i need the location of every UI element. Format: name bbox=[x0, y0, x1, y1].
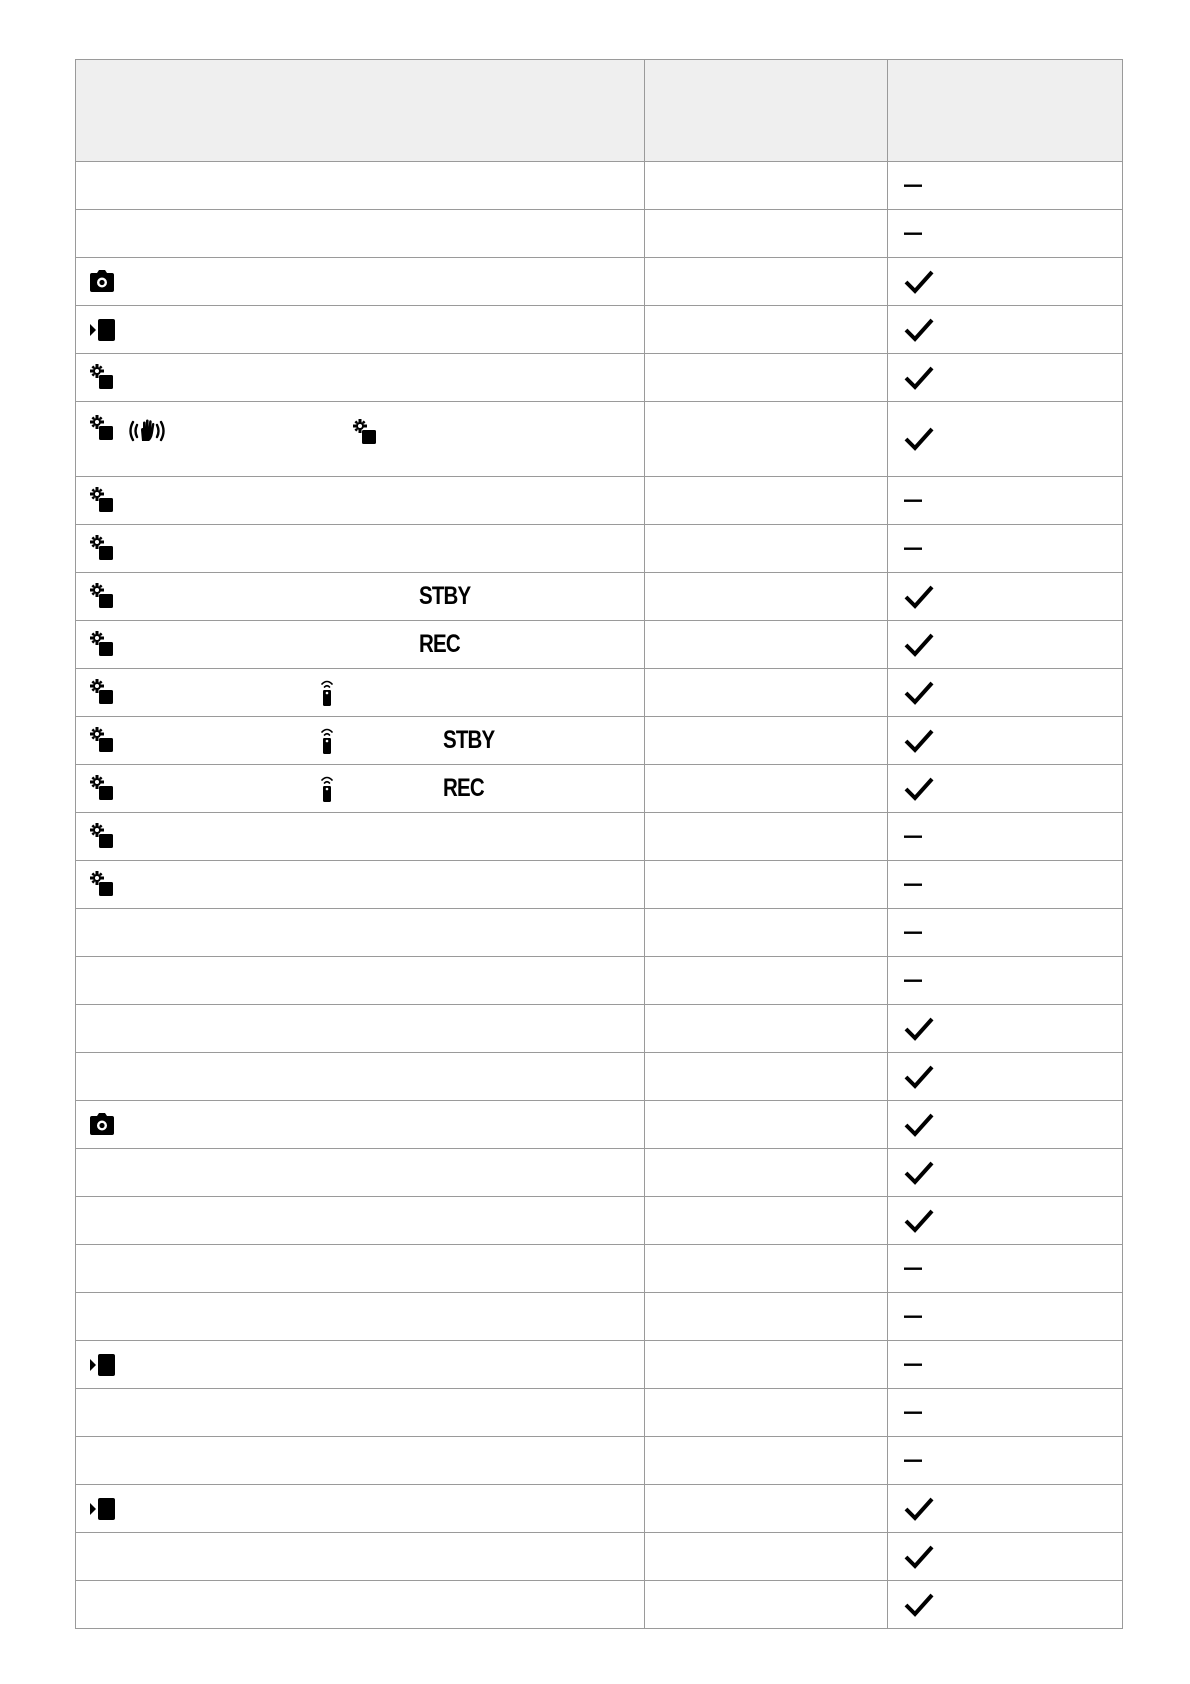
row-item-cell bbox=[76, 1101, 645, 1149]
table-row bbox=[76, 573, 1123, 621]
row-support-cell bbox=[888, 813, 1123, 861]
custom-camera-icon bbox=[90, 871, 114, 897]
checkmark-icon bbox=[904, 426, 934, 452]
row-support-cell bbox=[888, 1245, 1123, 1293]
table-row bbox=[76, 861, 1123, 909]
row-item-cell bbox=[76, 717, 645, 765]
table-row bbox=[76, 210, 1123, 258]
steadyshot-icon bbox=[127, 419, 167, 443]
row-support-cell bbox=[888, 1341, 1123, 1389]
table-row bbox=[76, 306, 1123, 354]
table-row bbox=[76, 1005, 1123, 1053]
row-value-cell bbox=[645, 162, 888, 210]
table-row bbox=[76, 1101, 1123, 1149]
row-support-cell bbox=[888, 1533, 1123, 1581]
custom-camera-icon bbox=[90, 487, 114, 513]
row-item-cell bbox=[76, 1581, 645, 1629]
status-label: REC bbox=[443, 773, 484, 802]
table-row bbox=[76, 1341, 1123, 1389]
custom-camera-icon bbox=[90, 535, 114, 561]
custom-camera-icon bbox=[353, 419, 377, 445]
row-value-cell bbox=[645, 1101, 888, 1149]
dash-icon bbox=[904, 1314, 924, 1320]
table-row bbox=[76, 525, 1123, 573]
row-support-cell bbox=[888, 1389, 1123, 1437]
row-value-cell bbox=[645, 621, 888, 669]
row-value-cell bbox=[645, 306, 888, 354]
row-item-cell bbox=[76, 258, 645, 306]
dash-icon bbox=[904, 183, 924, 189]
header-cell-3 bbox=[888, 60, 1123, 162]
table-row bbox=[76, 1581, 1123, 1629]
row-item-cell bbox=[76, 525, 645, 573]
row-item-cell bbox=[76, 669, 645, 717]
row-value-cell bbox=[645, 1293, 888, 1341]
dash-icon bbox=[904, 546, 924, 552]
custom-camera-icon bbox=[90, 679, 114, 705]
table-row bbox=[76, 1437, 1123, 1485]
row-value-cell bbox=[645, 1053, 888, 1101]
row-support-cell bbox=[888, 1053, 1123, 1101]
table-row bbox=[76, 1053, 1123, 1101]
row-value-cell bbox=[645, 1485, 888, 1533]
checkmark-icon bbox=[904, 584, 934, 610]
checkmark-icon bbox=[904, 317, 934, 343]
table-row bbox=[76, 621, 1123, 669]
row-value-cell bbox=[645, 1341, 888, 1389]
row-support-cell bbox=[888, 1293, 1123, 1341]
row-support-cell bbox=[888, 861, 1123, 909]
row-value-cell bbox=[645, 1437, 888, 1485]
row-value-cell bbox=[645, 765, 888, 813]
checkmark-icon bbox=[904, 1592, 934, 1618]
row-value-cell bbox=[645, 1149, 888, 1197]
row-item-cell bbox=[76, 813, 645, 861]
row-support-cell bbox=[888, 1437, 1123, 1485]
row-support-cell bbox=[888, 957, 1123, 1005]
row-value-cell bbox=[645, 1245, 888, 1293]
row-item-cell bbox=[76, 1533, 645, 1581]
camera-icon bbox=[90, 270, 114, 292]
dash-icon bbox=[904, 1362, 924, 1368]
dash-icon bbox=[904, 498, 924, 504]
row-value-cell bbox=[645, 477, 888, 525]
row-support-cell bbox=[888, 1149, 1123, 1197]
table-header-row bbox=[76, 60, 1123, 162]
table-row bbox=[76, 669, 1123, 717]
checkmark-icon bbox=[904, 1544, 934, 1570]
row-value-cell bbox=[645, 813, 888, 861]
dash-icon bbox=[904, 882, 924, 888]
remote-icon bbox=[318, 775, 336, 803]
table-row bbox=[76, 813, 1123, 861]
checkmark-icon bbox=[904, 680, 934, 706]
dash-icon bbox=[904, 1458, 924, 1464]
row-support-cell bbox=[888, 717, 1123, 765]
checkmark-icon bbox=[904, 1064, 934, 1090]
checkmark-icon bbox=[904, 632, 934, 658]
checkmark-icon bbox=[904, 728, 934, 754]
row-support-cell bbox=[888, 258, 1123, 306]
custom-camera-icon bbox=[90, 364, 114, 390]
row-item-cell bbox=[76, 1197, 645, 1245]
table-row bbox=[76, 258, 1123, 306]
row-support-cell bbox=[888, 909, 1123, 957]
row-item-cell bbox=[76, 1053, 645, 1101]
row-support-cell bbox=[888, 477, 1123, 525]
table-body bbox=[76, 162, 1123, 1629]
row-item-cell bbox=[76, 573, 645, 621]
custom-camera-icon bbox=[90, 727, 114, 753]
row-support-cell bbox=[888, 162, 1123, 210]
header-cell-1 bbox=[76, 60, 645, 162]
table-row bbox=[76, 1245, 1123, 1293]
table-row bbox=[76, 1149, 1123, 1197]
table-row bbox=[76, 477, 1123, 525]
row-support-cell bbox=[888, 354, 1123, 402]
row-item-cell bbox=[76, 354, 645, 402]
movie-icon bbox=[90, 1497, 116, 1521]
row-item-cell bbox=[76, 861, 645, 909]
checkmark-icon bbox=[904, 1160, 934, 1186]
row-item-cell bbox=[76, 909, 645, 957]
dash-icon bbox=[904, 834, 924, 840]
row-value-cell bbox=[645, 909, 888, 957]
table-row bbox=[76, 1293, 1123, 1341]
status-label: STBY bbox=[419, 581, 471, 610]
dash-icon bbox=[904, 978, 924, 984]
row-item-cell bbox=[76, 1245, 645, 1293]
checkmark-icon bbox=[904, 365, 934, 391]
row-item-cell bbox=[76, 765, 645, 813]
row-value-cell bbox=[645, 861, 888, 909]
dash-icon bbox=[904, 231, 924, 237]
row-item-cell bbox=[76, 162, 645, 210]
row-item-cell bbox=[76, 1293, 645, 1341]
row-item-cell bbox=[76, 957, 645, 1005]
status-label: STBY bbox=[443, 725, 495, 754]
header-cell-2 bbox=[645, 60, 888, 162]
row-support-cell bbox=[888, 525, 1123, 573]
row-item-cell bbox=[76, 621, 645, 669]
checkmark-icon bbox=[904, 1496, 934, 1522]
row-value-cell bbox=[645, 573, 888, 621]
camera-icon bbox=[90, 1113, 114, 1135]
row-item-cell bbox=[76, 1005, 645, 1053]
row-value-cell bbox=[645, 1197, 888, 1245]
remote-icon bbox=[318, 679, 336, 707]
row-value-cell bbox=[645, 258, 888, 306]
table-row bbox=[76, 1389, 1123, 1437]
table-row bbox=[76, 402, 1123, 477]
row-value-cell bbox=[645, 1581, 888, 1629]
table-row bbox=[76, 1533, 1123, 1581]
row-support-cell bbox=[888, 210, 1123, 258]
checkmark-icon bbox=[904, 269, 934, 295]
dash-icon bbox=[904, 1266, 924, 1272]
row-support-cell bbox=[888, 402, 1123, 477]
row-item-cell bbox=[76, 1341, 645, 1389]
row-item-cell bbox=[76, 1389, 645, 1437]
custom-camera-icon bbox=[90, 583, 114, 609]
row-support-cell bbox=[888, 1005, 1123, 1053]
checkmark-icon bbox=[904, 1112, 934, 1138]
row-item-cell bbox=[76, 1485, 645, 1533]
custom-camera-icon bbox=[90, 415, 114, 441]
row-value-cell bbox=[645, 957, 888, 1005]
movie-icon bbox=[90, 1353, 116, 1377]
row-item-cell bbox=[76, 477, 645, 525]
row-support-cell bbox=[888, 1101, 1123, 1149]
row-item-cell bbox=[76, 306, 645, 354]
row-value-cell bbox=[645, 402, 888, 477]
table-row bbox=[76, 765, 1123, 813]
row-support-cell bbox=[888, 1197, 1123, 1245]
row-value-cell bbox=[645, 210, 888, 258]
status-label: REC bbox=[419, 629, 460, 658]
dash-icon bbox=[904, 930, 924, 936]
row-support-cell bbox=[888, 1485, 1123, 1533]
row-value-cell bbox=[645, 669, 888, 717]
row-support-cell bbox=[888, 573, 1123, 621]
table-row bbox=[76, 1485, 1123, 1533]
table-row bbox=[76, 717, 1123, 765]
table-row bbox=[76, 162, 1123, 210]
custom-camera-icon bbox=[90, 775, 114, 801]
table-row bbox=[76, 909, 1123, 957]
row-value-cell bbox=[645, 525, 888, 573]
row-value-cell bbox=[645, 717, 888, 765]
row-item-cell bbox=[76, 402, 645, 477]
checkmark-icon bbox=[904, 1208, 934, 1234]
movie-icon bbox=[90, 318, 116, 342]
row-item-cell bbox=[76, 210, 645, 258]
row-support-cell bbox=[888, 669, 1123, 717]
remote-icon bbox=[318, 727, 336, 755]
checkmark-icon bbox=[904, 1016, 934, 1042]
checkmark-icon bbox=[904, 776, 934, 802]
row-value-cell bbox=[645, 1005, 888, 1053]
row-value-cell bbox=[645, 1389, 888, 1437]
row-support-cell bbox=[888, 1581, 1123, 1629]
dash-icon bbox=[904, 1410, 924, 1416]
custom-camera-icon bbox=[90, 823, 114, 849]
row-value-cell bbox=[645, 354, 888, 402]
row-value-cell bbox=[645, 1533, 888, 1581]
custom-camera-icon bbox=[90, 631, 114, 657]
row-support-cell bbox=[888, 621, 1123, 669]
settings-table bbox=[75, 59, 1123, 1629]
row-item-cell bbox=[76, 1149, 645, 1197]
row-item-cell bbox=[76, 1437, 645, 1485]
row-support-cell bbox=[888, 306, 1123, 354]
row-support-cell bbox=[888, 765, 1123, 813]
table-row bbox=[76, 957, 1123, 1005]
table-row bbox=[76, 1197, 1123, 1245]
table-row bbox=[76, 354, 1123, 402]
